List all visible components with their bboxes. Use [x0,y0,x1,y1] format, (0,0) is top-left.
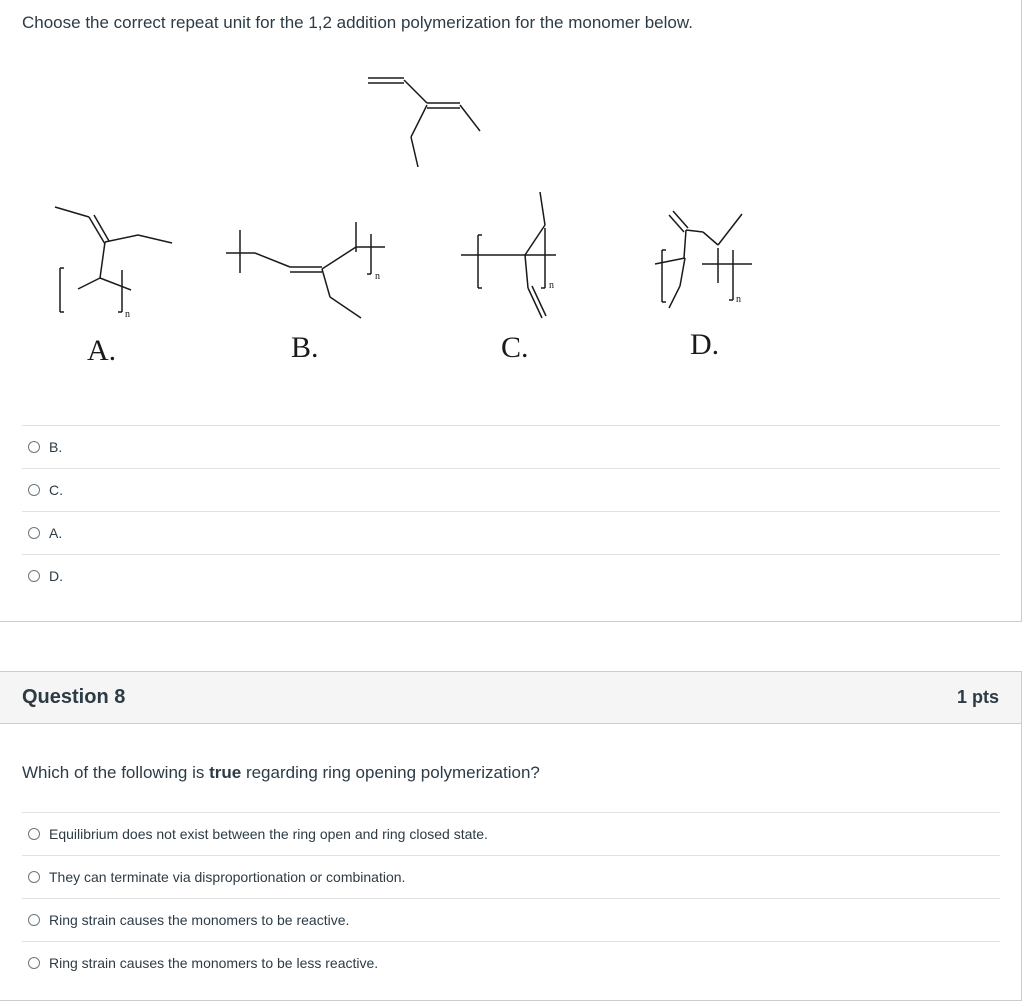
answer-label: B. [49,439,63,455]
question-7-prompt: Choose the correct repeat unit for the 1,2 addition polymerization for the monomer below. [22,13,693,32]
answer-label: Equilibrium does not exist between the ring open and ring closed state. [49,826,488,842]
answer-option[interactable] [22,812,1000,855]
prompt-text-after: regarding ring opening polymerization? [241,763,540,782]
radio-button[interactable] [28,957,40,969]
answer-option[interactable] [22,941,1000,984]
structure-b [226,222,385,318]
radio-button[interactable] [28,871,40,883]
radio-button[interactable] [28,570,40,582]
question-7-answers [22,425,1000,597]
question-title: Question 8 [22,686,126,708]
answer-option[interactable] [22,425,1000,468]
answer-label: A. [49,525,63,541]
answer-option[interactable] [22,511,1000,554]
structure-c [461,192,556,318]
question-points: 1 pts [956,687,999,707]
question-8-card [0,671,1022,1001]
answer-label: They can terminate via disproportionation or combination. [49,869,406,885]
question-8-header [0,672,1021,724]
question-8-prompt [22,763,540,783]
answer-option[interactable] [22,898,1000,941]
prompt-text-before: Which of the following is [22,763,210,782]
subscript-n-b: n [375,271,380,282]
subscript-n-c: n [549,280,554,291]
question-8-answers [22,812,1000,984]
subscript-n-d: n [736,294,741,305]
monomer-structure [368,78,480,167]
answer-label: C. [49,482,63,498]
subscript-n-a: n [125,309,130,320]
answer-label: D. [49,568,63,584]
radio-button[interactable] [28,828,40,840]
answer-option[interactable] [22,468,1000,511]
structure-a [55,207,172,312]
answer-option[interactable] [22,855,1000,898]
radio-button[interactable] [28,441,40,453]
figure-label-d: D. [690,328,720,361]
answer-label: Ring strain causes the monomers to be less reactive. [49,955,379,971]
prompt-bold-word: true [209,763,242,782]
answer-option[interactable] [22,554,1000,597]
radio-button[interactable] [28,484,40,496]
radio-button[interactable] [28,914,40,926]
radio-button[interactable] [28,527,40,539]
answer-label: Ring strain causes the monomers to be reactive. [49,912,350,928]
chemistry-figure [0,0,1022,380]
figure-label-a: A. [87,334,117,367]
figure-label-b: B. [291,331,319,364]
figure-label-c: C. [501,331,529,364]
